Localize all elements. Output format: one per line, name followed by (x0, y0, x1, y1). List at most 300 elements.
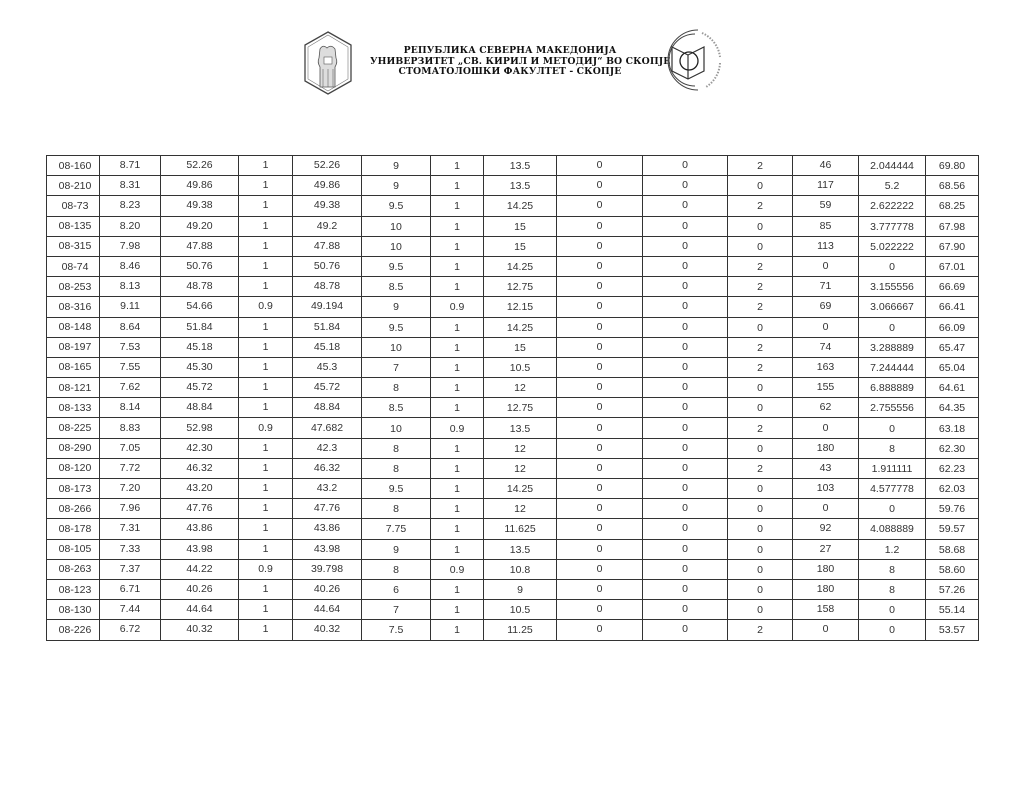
cell-extra-2: 0 (643, 156, 728, 176)
cell-student-id: 08-290 (47, 438, 100, 458)
cell-coefficient-1: 1 (239, 499, 293, 519)
cell-exam-points: 10.5 (484, 357, 557, 377)
table-row (47, 277, 979, 297)
cell-exam-score: 6 (362, 579, 431, 599)
cell-exam-score: 8 (362, 438, 431, 458)
cell-coefficient-2: 1 (431, 277, 484, 297)
cell-student-id: 08-173 (47, 479, 100, 499)
cell-exam-points: 12 (484, 458, 557, 478)
cell-coefficient-2: 1 (431, 196, 484, 216)
cell-average-grade: 8.64 (100, 317, 161, 337)
cell-extra-1: 0 (557, 297, 643, 317)
cell-coefficient-2: 1 (431, 438, 484, 458)
cell-rank-points: 3.777778 (859, 216, 926, 236)
cell-coefficient-2: 1 (431, 176, 484, 196)
table-row (47, 418, 979, 438)
cell-coefficient-2: 0.9 (431, 297, 484, 317)
cell-student-id: 08-135 (47, 216, 100, 236)
cell-average-grade: 8.31 (100, 176, 161, 196)
cell-exam-points: 9 (484, 579, 557, 599)
cell-bonus: 2 (728, 357, 793, 377)
cell-coefficient-2: 1 (431, 337, 484, 357)
table-row (47, 579, 979, 599)
cell-exam-score: 8 (362, 378, 431, 398)
cell-exam-points: 13.5 (484, 156, 557, 176)
cell-extra-2: 0 (643, 620, 728, 640)
cell-student-id: 08-266 (47, 499, 100, 519)
cell-rank-value: 92 (793, 519, 859, 539)
cell-weighted-points: 51.84 (293, 317, 362, 337)
cell-student-id: 08-160 (47, 156, 100, 176)
table-row (47, 499, 979, 519)
cell-rank-value: 69 (793, 297, 859, 317)
cell-average-grade: 8.13 (100, 277, 161, 297)
cell-student-id: 08-253 (47, 277, 100, 297)
cell-weighted-points: 47.682 (293, 418, 362, 438)
table-row (47, 438, 979, 458)
cell-coefficient-1: 0.9 (239, 297, 293, 317)
cell-bonus: 0 (728, 559, 793, 579)
table-row (47, 378, 979, 398)
cell-weighted-points: 45.72 (293, 378, 362, 398)
title-line-university: УНИВЕРЗИТЕТ „СВ. КИРИЛ И МЕТОДИЈ“ ВО СКОПЈЕ (370, 55, 671, 67)
cell-average-grade: 8.71 (100, 156, 161, 176)
cell-rank-value: 163 (793, 357, 859, 377)
cell-bonus: 0 (728, 378, 793, 398)
cell-grade-points: 52.26 (161, 156, 239, 176)
cell-rank-value: 155 (793, 378, 859, 398)
cell-rank-points: 5.2 (859, 176, 926, 196)
cell-exam-points: 14.25 (484, 317, 557, 337)
cell-coefficient-2: 0.9 (431, 559, 484, 579)
cell-rank-points: 2.755556 (859, 398, 926, 418)
cell-exam-points: 13.5 (484, 539, 557, 559)
cell-total-points: 62.23 (926, 458, 979, 478)
cell-weighted-points: 49.38 (293, 196, 362, 216)
cell-total-points: 64.61 (926, 378, 979, 398)
cell-rank-value: 27 (793, 539, 859, 559)
table-row (47, 559, 979, 579)
cell-rank-value: 46 (793, 156, 859, 176)
cell-extra-2: 0 (643, 196, 728, 216)
cell-rank-value: 0 (793, 256, 859, 276)
cell-weighted-points: 42.3 (293, 438, 362, 458)
cell-rank-points: 4.577778 (859, 479, 926, 499)
cell-extra-1: 0 (557, 216, 643, 236)
cell-average-grade: 8.14 (100, 398, 161, 418)
cell-exam-points: 15 (484, 337, 557, 357)
cell-student-id: 08-105 (47, 539, 100, 559)
cell-coefficient-2: 1 (431, 317, 484, 337)
cell-exam-points: 12 (484, 499, 557, 519)
cell-rank-value: 158 (793, 600, 859, 620)
cell-exam-points: 12 (484, 378, 557, 398)
table-row (47, 600, 979, 620)
cell-student-id: 08-165 (47, 357, 100, 377)
cell-total-points: 58.68 (926, 539, 979, 559)
cell-average-grade: 7.96 (100, 499, 161, 519)
cell-extra-2: 0 (643, 539, 728, 559)
cell-coefficient-1: 1 (239, 216, 293, 236)
cell-total-points: 67.01 (926, 256, 979, 276)
cell-grade-points: 47.76 (161, 499, 239, 519)
cell-student-id: 08-225 (47, 418, 100, 438)
cell-exam-score: 9.5 (362, 256, 431, 276)
table-row (47, 176, 979, 196)
cell-extra-2: 0 (643, 458, 728, 478)
cell-weighted-points: 44.64 (293, 600, 362, 620)
cell-coefficient-2: 1 (431, 620, 484, 640)
table-row (47, 357, 979, 377)
table-row (47, 297, 979, 317)
cell-student-id: 08-315 (47, 236, 100, 256)
cell-coefficient-1: 1 (239, 236, 293, 256)
cell-extra-2: 0 (643, 499, 728, 519)
cell-weighted-points: 49.86 (293, 176, 362, 196)
cell-coefficient-1: 1 (239, 256, 293, 276)
cell-extra-1: 0 (557, 479, 643, 499)
cell-extra-1: 0 (557, 236, 643, 256)
cell-average-grade: 8.83 (100, 418, 161, 438)
cell-total-points: 66.69 (926, 277, 979, 297)
cell-exam-points: 12.75 (484, 277, 557, 297)
cell-total-points: 62.30 (926, 438, 979, 458)
table-row (47, 479, 979, 499)
cell-weighted-points: 49.194 (293, 297, 362, 317)
cell-bonus: 0 (728, 236, 793, 256)
cell-exam-score: 7 (362, 357, 431, 377)
cell-rank-value: 71 (793, 277, 859, 297)
cell-rank-points: 0 (859, 317, 926, 337)
cell-extra-1: 0 (557, 579, 643, 599)
table-body (47, 156, 979, 641)
cell-grade-points: 45.30 (161, 357, 239, 377)
cell-rank-value: 74 (793, 337, 859, 357)
cell-weighted-points: 39.798 (293, 559, 362, 579)
cell-weighted-points: 45.18 (293, 337, 362, 357)
cell-extra-1: 0 (557, 156, 643, 176)
table-row (47, 519, 979, 539)
cell-coefficient-2: 1 (431, 378, 484, 398)
cell-exam-score: 8 (362, 458, 431, 478)
cell-coefficient-2: 1 (431, 579, 484, 599)
cell-exam-score: 9 (362, 176, 431, 196)
cell-rank-points: 3.288889 (859, 337, 926, 357)
cell-extra-1: 0 (557, 196, 643, 216)
cell-rank-value: 117 (793, 176, 859, 196)
cell-exam-points: 11.625 (484, 519, 557, 539)
cell-rank-value: 180 (793, 579, 859, 599)
cell-rank-value: 0 (793, 620, 859, 640)
cell-weighted-points: 43.98 (293, 539, 362, 559)
cell-coefficient-1: 1 (239, 176, 293, 196)
table-row (47, 156, 979, 176)
cell-average-grade: 8.46 (100, 256, 161, 276)
cell-grade-points: 48.78 (161, 277, 239, 297)
cell-rank-points: 6.888889 (859, 378, 926, 398)
cell-coefficient-1: 1 (239, 398, 293, 418)
cell-exam-score: 8.5 (362, 277, 431, 297)
cell-grade-points: 49.86 (161, 176, 239, 196)
cell-grade-points: 44.64 (161, 600, 239, 620)
cell-extra-2: 0 (643, 297, 728, 317)
cell-extra-2: 0 (643, 337, 728, 357)
cell-exam-points: 10.8 (484, 559, 557, 579)
cell-bonus: 2 (728, 458, 793, 478)
cell-extra-2: 0 (643, 236, 728, 256)
cell-exam-score: 10 (362, 418, 431, 438)
cell-coefficient-1: 1 (239, 519, 293, 539)
cell-total-points: 66.09 (926, 317, 979, 337)
cell-total-points: 67.98 (926, 216, 979, 236)
cell-coefficient-1: 1 (239, 337, 293, 357)
cell-bonus: 0 (728, 216, 793, 236)
cell-weighted-points: 50.76 (293, 256, 362, 276)
table-row (47, 196, 979, 216)
cell-student-id: 08-263 (47, 559, 100, 579)
cell-average-grade: 7.05 (100, 438, 161, 458)
cell-extra-1: 0 (557, 337, 643, 357)
cell-exam-points: 12 (484, 438, 557, 458)
cell-grade-points: 43.86 (161, 519, 239, 539)
cell-extra-1: 0 (557, 600, 643, 620)
cell-grade-points: 47.88 (161, 236, 239, 256)
cell-bonus: 2 (728, 156, 793, 176)
cell-rank-points: 0 (859, 256, 926, 276)
cell-exam-points: 13.5 (484, 176, 557, 196)
cell-exam-score: 8 (362, 499, 431, 519)
cell-bonus: 2 (728, 256, 793, 276)
cell-coefficient-2: 0.9 (431, 418, 484, 438)
cell-extra-2: 0 (643, 479, 728, 499)
cell-exam-points: 15 (484, 216, 557, 236)
cell-rank-points: 7.244444 (859, 357, 926, 377)
cell-rank-value: 0 (793, 317, 859, 337)
cell-extra-2: 0 (643, 438, 728, 458)
cell-rank-value: 180 (793, 559, 859, 579)
cell-rank-points: 5.022222 (859, 236, 926, 256)
cell-average-grade: 7.55 (100, 357, 161, 377)
cell-grade-points: 42.30 (161, 438, 239, 458)
cell-rank-points: 1.2 (859, 539, 926, 559)
table-row (47, 539, 979, 559)
cell-coefficient-2: 1 (431, 539, 484, 559)
cell-rank-points: 2.044444 (859, 156, 926, 176)
cell-coefficient-1: 1 (239, 620, 293, 640)
cell-total-points: 58.60 (926, 559, 979, 579)
cell-average-grade: 8.23 (100, 196, 161, 216)
cell-exam-score: 8.5 (362, 398, 431, 418)
cell-bonus: 0 (728, 499, 793, 519)
cell-coefficient-1: 0.9 (239, 559, 293, 579)
cell-rank-value: 62 (793, 398, 859, 418)
cell-student-id: 08-226 (47, 620, 100, 640)
cell-extra-2: 0 (643, 277, 728, 297)
cell-bonus: 2 (728, 418, 793, 438)
table-row (47, 620, 979, 640)
cell-exam-score: 10 (362, 236, 431, 256)
cell-bonus: 0 (728, 479, 793, 499)
cell-student-id: 08-316 (47, 297, 100, 317)
cell-bonus: 0 (728, 438, 793, 458)
cell-coefficient-1: 0.9 (239, 418, 293, 438)
cell-average-grade: 7.98 (100, 236, 161, 256)
cell-rank-points: 0 (859, 620, 926, 640)
cell-average-grade: 7.53 (100, 337, 161, 357)
cell-coefficient-2: 1 (431, 357, 484, 377)
cell-exam-score: 9.5 (362, 479, 431, 499)
cell-extra-1: 0 (557, 256, 643, 276)
cell-weighted-points: 48.84 (293, 398, 362, 418)
cell-total-points: 59.76 (926, 499, 979, 519)
cell-total-points: 68.25 (926, 196, 979, 216)
cell-bonus: 0 (728, 176, 793, 196)
cell-extra-1: 0 (557, 620, 643, 640)
cell-extra-1: 0 (557, 539, 643, 559)
cell-student-id: 08-73 (47, 196, 100, 216)
cell-extra-1: 0 (557, 398, 643, 418)
cell-exam-points: 14.25 (484, 479, 557, 499)
cell-rank-value: 113 (793, 236, 859, 256)
cell-exam-points: 11.25 (484, 620, 557, 640)
cell-bonus: 2 (728, 297, 793, 317)
table-row (47, 317, 979, 337)
cell-weighted-points: 47.88 (293, 236, 362, 256)
cell-student-id: 08-178 (47, 519, 100, 539)
cell-coefficient-2: 1 (431, 499, 484, 519)
cell-coefficient-1: 1 (239, 438, 293, 458)
cell-student-id: 08-133 (47, 398, 100, 418)
cell-extra-2: 0 (643, 378, 728, 398)
cell-exam-points: 12.75 (484, 398, 557, 418)
cell-bonus: 0 (728, 579, 793, 599)
cell-weighted-points: 45.3 (293, 357, 362, 377)
cell-exam-points: 14.25 (484, 196, 557, 216)
cell-coefficient-2: 1 (431, 156, 484, 176)
cell-grade-points: 49.20 (161, 216, 239, 236)
cell-grade-points: 43.20 (161, 479, 239, 499)
cell-rank-points: 8 (859, 559, 926, 579)
cell-student-id: 08-123 (47, 579, 100, 599)
cell-coefficient-2: 1 (431, 458, 484, 478)
cell-rank-value: 43 (793, 458, 859, 478)
cell-extra-2: 0 (643, 579, 728, 599)
cell-coefficient-2: 1 (431, 519, 484, 539)
cell-bonus: 0 (728, 317, 793, 337)
cell-rank-value: 0 (793, 499, 859, 519)
cell-total-points: 59.57 (926, 519, 979, 539)
cell-exam-points: 10.5 (484, 600, 557, 620)
cell-weighted-points: 46.32 (293, 458, 362, 478)
cell-average-grade: 7.44 (100, 600, 161, 620)
cell-extra-1: 0 (557, 357, 643, 377)
cell-bonus: 0 (728, 600, 793, 620)
cell-rank-value: 180 (793, 438, 859, 458)
cell-weighted-points: 47.76 (293, 499, 362, 519)
faculty-seal-icon (658, 27, 724, 93)
cell-grade-points: 52.98 (161, 418, 239, 438)
cell-total-points: 62.03 (926, 479, 979, 499)
cell-total-points: 57.26 (926, 579, 979, 599)
cell-rank-value: 103 (793, 479, 859, 499)
cell-total-points: 68.56 (926, 176, 979, 196)
cell-bonus: 2 (728, 337, 793, 357)
cell-extra-1: 0 (557, 499, 643, 519)
cell-average-grade: 7.31 (100, 519, 161, 539)
cell-average-grade: 8.20 (100, 216, 161, 236)
cell-coefficient-1: 1 (239, 600, 293, 620)
table-row (47, 398, 979, 418)
cell-coefficient-2: 1 (431, 398, 484, 418)
cell-weighted-points: 43.2 (293, 479, 362, 499)
cell-student-id: 08-148 (47, 317, 100, 337)
cell-rank-points: 8 (859, 438, 926, 458)
cell-average-grade: 7.37 (100, 559, 161, 579)
cell-rank-value: 0 (793, 418, 859, 438)
document-header (0, 0, 1024, 120)
cell-extra-2: 0 (643, 357, 728, 377)
cell-coefficient-2: 1 (431, 600, 484, 620)
cell-bonus: 2 (728, 277, 793, 297)
cell-exam-score: 9 (362, 297, 431, 317)
cell-grade-points: 45.72 (161, 378, 239, 398)
cell-extra-2: 0 (643, 216, 728, 236)
cell-rank-value: 85 (793, 216, 859, 236)
cell-grade-points: 54.66 (161, 297, 239, 317)
cell-exam-score: 9.5 (362, 196, 431, 216)
table-row (47, 458, 979, 478)
cell-grade-points: 46.32 (161, 458, 239, 478)
cell-average-grade: 6.71 (100, 579, 161, 599)
cell-bonus: 2 (728, 196, 793, 216)
cell-grade-points: 48.84 (161, 398, 239, 418)
cell-weighted-points: 48.78 (293, 277, 362, 297)
table-row (47, 216, 979, 236)
cell-extra-2: 0 (643, 519, 728, 539)
cell-rank-points: 4.088889 (859, 519, 926, 539)
cell-weighted-points: 49.2 (293, 216, 362, 236)
cell-grade-points: 51.84 (161, 317, 239, 337)
cell-student-id: 08-121 (47, 378, 100, 398)
cell-rank-value: 59 (793, 196, 859, 216)
cell-grade-points: 40.32 (161, 620, 239, 640)
cell-coefficient-2: 1 (431, 256, 484, 276)
cell-average-grade: 7.33 (100, 539, 161, 559)
cell-grade-points: 44.22 (161, 559, 239, 579)
cell-exam-score: 10 (362, 337, 431, 357)
cell-grade-points: 43.98 (161, 539, 239, 559)
cell-extra-2: 0 (643, 398, 728, 418)
cell-rank-points: 0 (859, 600, 926, 620)
cell-exam-points: 15 (484, 236, 557, 256)
cell-exam-score: 10 (362, 216, 431, 236)
institution-title (370, 45, 671, 78)
cell-weighted-points: 43.86 (293, 519, 362, 539)
cell-coefficient-1: 1 (239, 357, 293, 377)
cell-extra-2: 0 (643, 600, 728, 620)
cell-extra-2: 0 (643, 176, 728, 196)
cell-extra-1: 0 (557, 458, 643, 478)
cell-bonus: 0 (728, 519, 793, 539)
cell-average-grade: 6.72 (100, 620, 161, 640)
cell-total-points: 53.57 (926, 620, 979, 640)
cell-rank-points: 8 (859, 579, 926, 599)
cell-grade-points: 45.18 (161, 337, 239, 357)
cell-weighted-points: 40.32 (293, 620, 362, 640)
cell-rank-points: 1.911111 (859, 458, 926, 478)
cell-coefficient-1: 1 (239, 479, 293, 499)
cell-coefficient-1: 1 (239, 378, 293, 398)
